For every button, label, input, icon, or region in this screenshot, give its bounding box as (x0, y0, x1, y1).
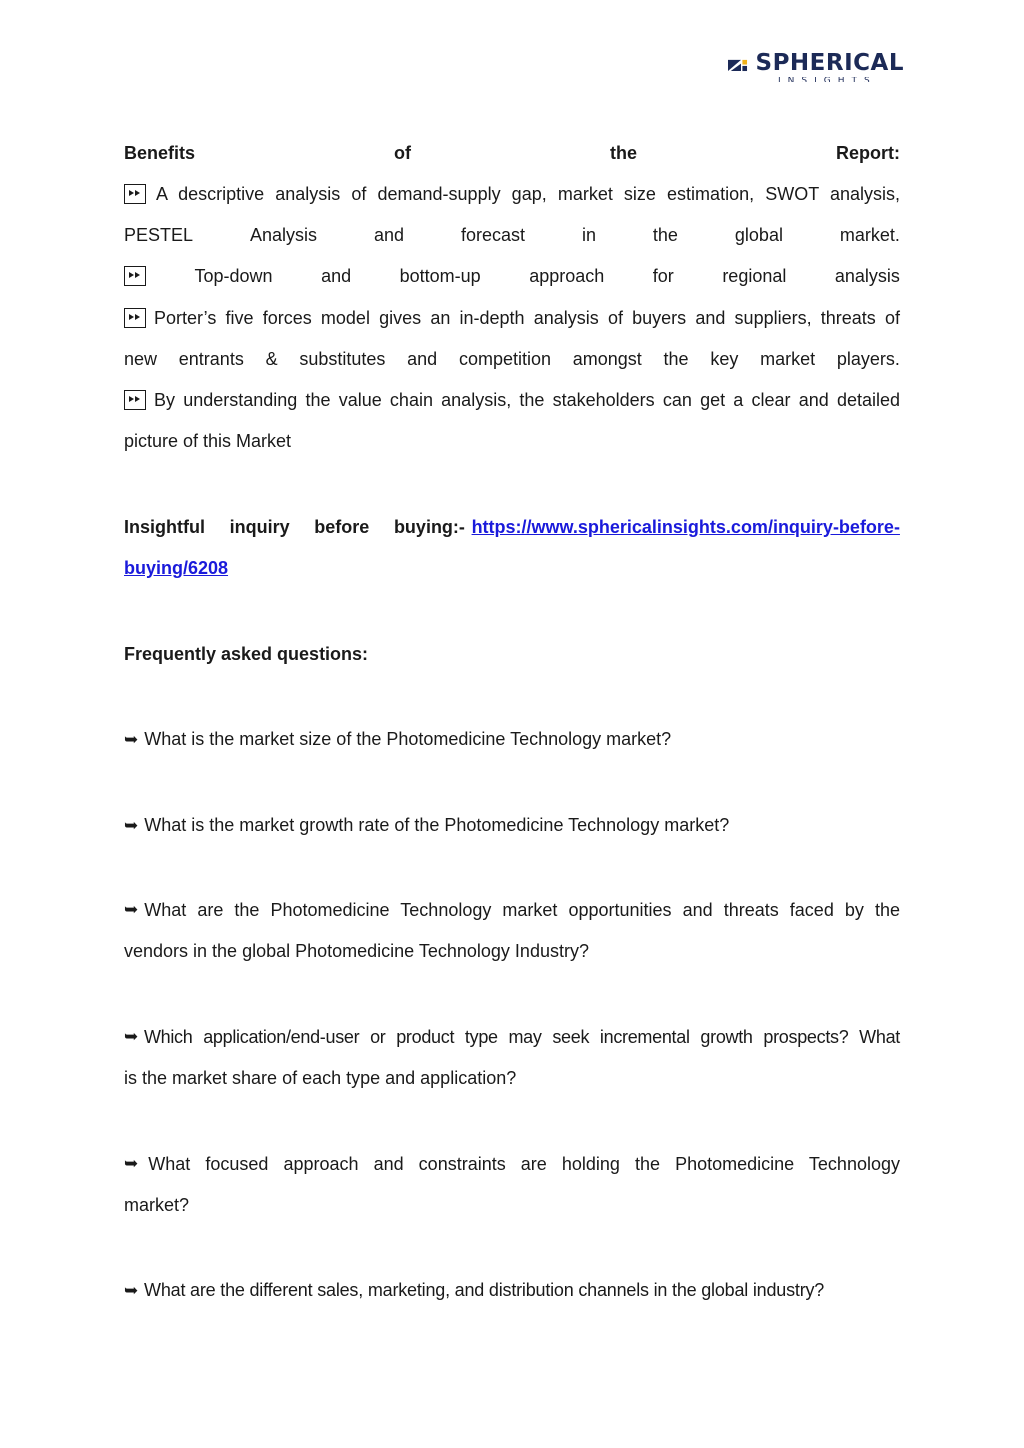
heading-word: of (394, 143, 411, 163)
right-arrow-icon: ➥ (124, 1027, 138, 1046)
heading-word: Benefits (124, 143, 196, 163)
benefit-item-2 (124, 265, 900, 287)
faq-heading: Frequently asked questions: (124, 644, 369, 664)
fast-forward-box-icon (124, 184, 146, 204)
fast-forward-box-icon (124, 308, 146, 328)
benefit-item-3-continued (124, 348, 900, 370)
right-arrow-icon: ➥ (124, 900, 139, 919)
question-text: What are the Photomedicine Technology market opportunities and threats faced by the (144, 900, 900, 920)
word: approach (529, 266, 605, 286)
fast-forward-box-icon (124, 390, 146, 410)
question-text: What are the different sales, marketing, and distribution channels in the global industry? (144, 1280, 825, 1300)
word: new (124, 349, 158, 369)
word: the (652, 225, 678, 245)
benefit-text: A descriptive analysis of demand-supply gap, market size estimation, SWOT analysis, (156, 184, 900, 204)
word: players. (836, 349, 900, 369)
faq-question-5-continued: market? (124, 1195, 190, 1215)
fast-forward-box-icon (124, 266, 146, 286)
faq-question-2 (124, 814, 900, 837)
faq-question-5 (124, 1153, 900, 1175)
word: for (652, 266, 674, 286)
faq-question-4 (124, 1026, 900, 1048)
word: entrants (178, 349, 244, 369)
heading-word: Report: (835, 143, 900, 163)
word: substitutes (299, 349, 386, 369)
word: amongst (572, 349, 642, 369)
benefit-item-3 (124, 307, 900, 329)
word: & (265, 349, 278, 369)
benefit-item-4-continued: picture of this Market (124, 431, 292, 451)
word: regional (722, 266, 787, 286)
brand-subtitle: INSIGHTS (778, 77, 877, 82)
word: key (710, 349, 739, 369)
faq-question-3-continued: vendors in the global Photomedicine Technology Industry? (124, 941, 589, 961)
word: Analysis (249, 225, 318, 245)
word: Top-down (194, 266, 273, 286)
word: before (314, 517, 370, 537)
word: and (321, 266, 352, 286)
benefit-item-1 (124, 183, 900, 205)
brand-logo (728, 50, 904, 84)
question-text: What is the market growth rate of the Photomedicine Technology market? (144, 815, 730, 835)
word: and (373, 225, 405, 245)
inquiry-link-continued[interactable]: buying/6208 (124, 558, 229, 578)
word: and (407, 349, 438, 369)
benefit-text: By understanding the value chain analysis, the stakeholders can get a clear and detailed (154, 390, 900, 410)
question-text: Which application/end-user or product type may seek incremental growth prospects? What (143, 1027, 900, 1047)
right-arrow-icon: ➥ (124, 816, 139, 835)
brand-name: SPHERICAL (755, 50, 904, 76)
word: market (760, 349, 816, 369)
right-arrow-icon: ➥ (124, 1281, 139, 1300)
word: PESTEL (124, 225, 194, 245)
faq-question-4-continued: is the market share of each type and application? (124, 1068, 517, 1088)
faq-question-1 (124, 728, 900, 751)
word: global (734, 225, 783, 245)
word: inquiry (229, 517, 290, 537)
word: market. (839, 225, 900, 245)
right-arrow-icon: ➥ (124, 1154, 139, 1173)
right-arrow-icon: ➥ (124, 730, 139, 749)
question-text: What focused approach and constraints are holding the Photomedicine Technology (148, 1154, 900, 1174)
word: in (581, 225, 596, 245)
inquiry-line (124, 516, 900, 538)
question-text: What is the market size of the Photomedicine Technology market? (144, 729, 672, 749)
heading-word: the (609, 143, 637, 163)
faq-question-6 (124, 1279, 900, 1302)
word: buying:- (393, 517, 465, 537)
faq-question-3 (124, 899, 900, 921)
spherical-logo-icon (728, 50, 748, 80)
benefit-item-1-continued (124, 224, 900, 246)
word: forecast (460, 225, 525, 245)
word: the (663, 349, 689, 369)
word: competition (458, 349, 551, 369)
benefit-item-4 (124, 389, 900, 411)
word: Insightful (124, 517, 205, 537)
word: analysis (834, 266, 900, 286)
benefits-heading (124, 142, 900, 164)
benefit-text: Porter’s five forces model gives an in-depth analysis of buyers and suppliers, threats of (154, 308, 900, 328)
inquiry-link-continued-row (124, 557, 900, 579)
inquiry-link[interactable]: https://www.sphericalinsights.com/inquiry-before- (471, 517, 900, 537)
word: bottom-up (399, 266, 481, 286)
